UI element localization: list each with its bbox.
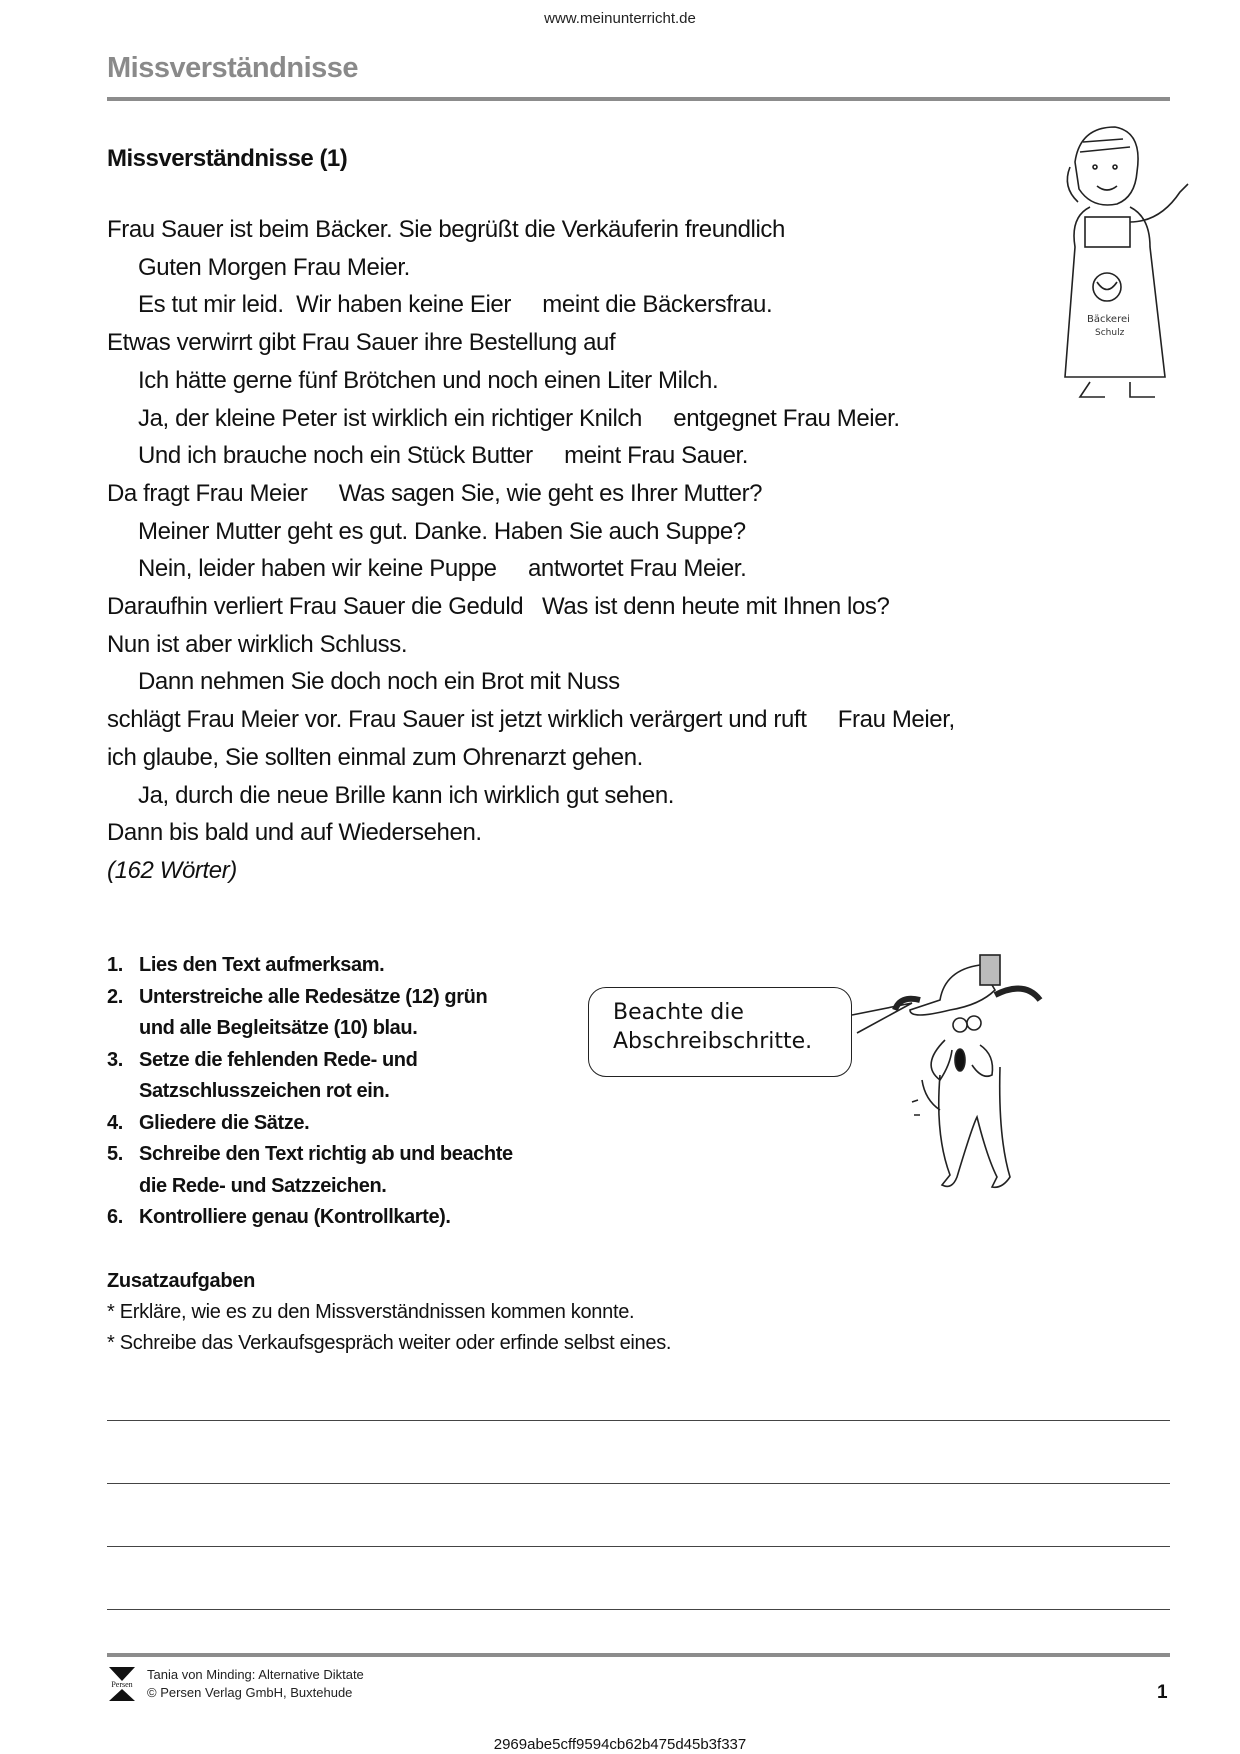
task-item: [107, 950, 513, 982]
task-text: und alle Begleitsätze (10) blau.: [139, 1017, 418, 1039]
task-item: [107, 1202, 513, 1234]
task-number: 2.: [107, 985, 123, 1008]
text-line: Ja, der kleine Peter ist wirklich ein richtiger Knilch entgegnet Frau Meier.: [138, 404, 900, 432]
page-number: 1: [1157, 1682, 1168, 1703]
persen-logo: [107, 1666, 137, 1702]
extra-tasks: [107, 1266, 671, 1359]
task-number: 6.: [107, 1206, 123, 1228]
task-text: Lies den Text aufmerksam.: [139, 954, 385, 976]
text-line: Dann bis bald und auf Wiedersehen.: [107, 819, 482, 847]
word-count: (162 Wörter): [107, 856, 237, 884]
text-line: Daraufhin verliert Frau Sauer die Geduld Was ist denn heute mit Ihnen los?: [107, 593, 890, 621]
text-line: Etwas verwirrt gibt Frau Sauer ihre Bestellung auf: [107, 329, 616, 357]
task-item: [107, 1108, 513, 1140]
speech-bubble-line: Abschreibschritte.: [613, 1029, 813, 1054]
task-number: 4.: [107, 1111, 123, 1134]
extra-task-item: * Erkläre, wie es zu den Missverständnissen kommen konnte.: [107, 1301, 635, 1323]
text-line: Ich hätte gerne fünf Brötchen und noch einen Liter Milch.: [138, 366, 719, 394]
baker-woman-illustration: [1035, 122, 1195, 402]
text-line: Da fragt Frau Meier Was sagen Sie, wie geht es Ihrer Mutter?: [107, 479, 763, 507]
header-title: Missverständnisse: [107, 52, 359, 84]
footer-rule: [107, 1653, 1170, 1657]
task-number: 3.: [107, 1048, 123, 1071]
text-line: schlägt Frau Meier vor. Frau Sauer ist jetzt wirklich verärgert und ruft Frau Meier,: [107, 706, 955, 734]
svg-text:Schulz: Schulz: [1095, 328, 1125, 338]
writing-line: [107, 1609, 1170, 1610]
speech-bubble: [588, 987, 852, 1077]
text-line: Guten Morgen Frau Meier.: [138, 253, 410, 281]
text-line: Frau Sauer ist beim Bäcker. Sie begrüßt die Verkäuferin freundlich: [107, 216, 785, 243]
text-line: Nein, leider haben wir keine Puppe antwortet Frau Meier.: [138, 555, 747, 583]
footer-credits: [147, 1666, 364, 1702]
document-hash: 2969abe5cff9594cb62b475d45b3f337: [493, 1736, 747, 1753]
text-line: Meiner Mutter geht es gut. Danke. Haben Sie auch Suppe?: [138, 517, 746, 545]
text-line: Dann nehmen Sie doch noch ein Brot mit Nuss: [138, 668, 620, 696]
task-text: Unterstreiche alle Redesätze (12) grün: [139, 985, 488, 1008]
speech-bubble-line: Beachte die: [613, 1000, 744, 1025]
writing-line: [107, 1420, 1170, 1421]
text-line: Ja, durch die neue Brille kann ich wirklich gut sehen.: [138, 781, 675, 809]
task-text: Gliedere die Sätze.: [139, 1111, 310, 1134]
text-line: ich glaube, Sie sollten einmal zum Ohrenarzt gehen.: [107, 743, 643, 771]
writing-line: [107, 1483, 1170, 1484]
task-item: [107, 982, 513, 1045]
svg-text:Bäckerei: Bäckerei: [1087, 314, 1130, 325]
task-text: die Rede- und Satzzeichen.: [139, 1174, 387, 1197]
task-list: [107, 950, 513, 1234]
text-line: Und ich brauche noch ein Stück Butter meint Frau Sauer.: [138, 442, 749, 470]
task-number: 1.: [107, 954, 123, 976]
task-text: Schreibe den Text richtig ab und beachte: [139, 1143, 513, 1165]
task-text: Setze die fehlenden Rede- und: [139, 1048, 418, 1071]
task-number: 5.: [107, 1143, 123, 1165]
task-item: [107, 1045, 513, 1108]
writing-line: [107, 1546, 1170, 1547]
footer-line: Tania von Minding: Alternative Diktate: [147, 1667, 364, 1682]
extra-task-item: * Schreibe das Verkaufsgespräch weiter oder erfinde selbst eines.: [107, 1332, 672, 1354]
dog-illustration: [850, 945, 1060, 1195]
svg-text:Persen: Persen: [111, 1680, 133, 1689]
task-item: [107, 1139, 513, 1202]
extra-tasks-heading: Zusatzaufgaben: [107, 1270, 256, 1292]
page-heading: Missverständnisse (1): [107, 145, 348, 172]
footer-line: © Persen Verlag GmbH, Buxtehude: [147, 1685, 353, 1700]
task-text: Satzschlusszeichen rot ein.: [139, 1080, 390, 1102]
task-text: Kontrolliere genau (Kontrollkarte).: [139, 1206, 451, 1228]
site-url: www.meinunterricht.de: [544, 10, 696, 27]
text-line: Nun ist aber wirklich Schluss.: [107, 630, 408, 658]
text-line: Es tut mir leid. Wir haben keine Eier meint die Bäckersfrau.: [138, 291, 773, 319]
header-rule: [107, 97, 1170, 101]
dictation-text: [107, 211, 955, 890]
